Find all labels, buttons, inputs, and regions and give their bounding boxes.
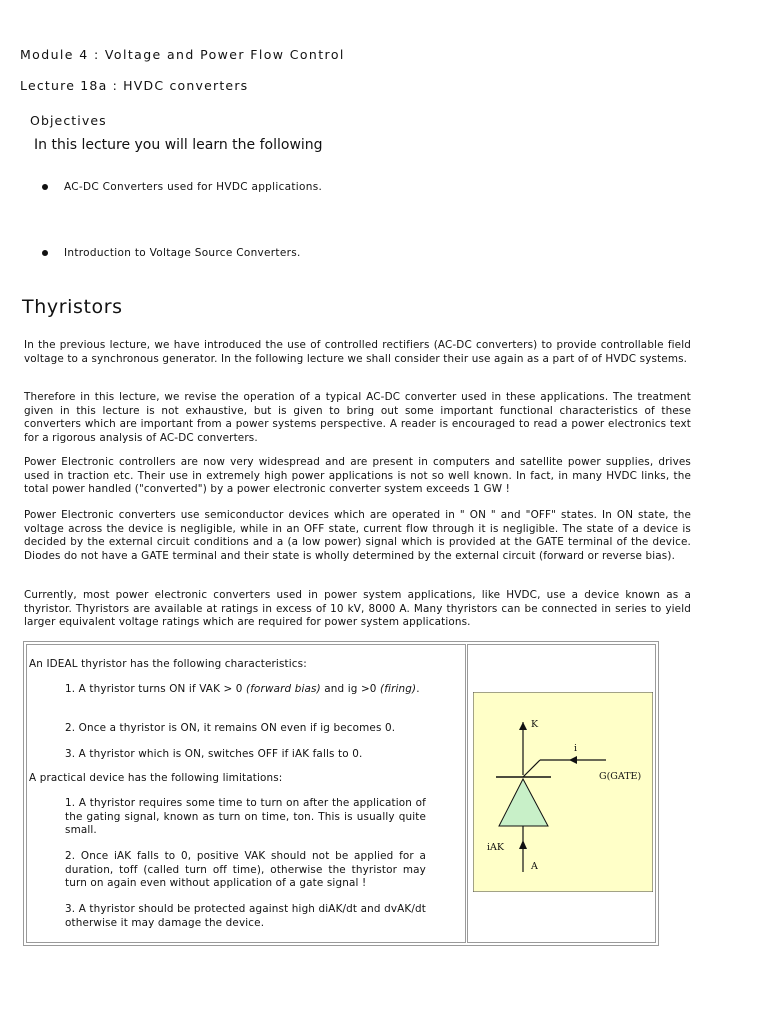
- label-i: i: [574, 743, 578, 754]
- section-heading: Thyristors: [22, 296, 123, 318]
- practical-item: 1. A thyristor requires some time to turn on after the application of the gating signal, known as turn on time, ton. This is usually quite small.: [65, 797, 426, 837]
- practical-heading: A practical device has the following limitations:: [29, 772, 283, 784]
- objective-item-text: AC-DC Converters used for HVDC applications.: [64, 181, 323, 193]
- paragraph: Therefore in this lecture, we revise the operation of a typical AC-DC converter used in these applications. The treatment given in this lecture is not exhaustive, but is given to bring out some important functional characteristics of these converters which are important from a power systems perspective. A reader is encouraged to read a power electronics text for a rigorous analysis of AC-DC converters.: [24, 391, 691, 444]
- label-iak: iAK: [487, 842, 504, 853]
- practical-item: 3. A thyristor should be protected against high diAK/dt and dvAK/dt otherwise it may damage the device.: [65, 903, 426, 929]
- lecture-title: Lecture 18a : HVDC converters: [20, 78, 249, 93]
- module-title: Module 4 : Voltage and Power Flow Control: [20, 47, 345, 62]
- objectives-intro: In this lecture you will learn the following: [34, 137, 323, 153]
- ideal-item: 2. Once a thyristor is ON, it remains ON even if ig becomes 0.: [65, 722, 396, 734]
- paragraph: Power Electronic controllers are now very widespread and are present in computers and satellite power supplies, drives used in traction etc. Their use in extremely high power applications is not so well known. In fact, in many HVDC links, the total power handled ("converted") by a power electronic converter system exceeds 1 GW !: [24, 456, 691, 496]
- ideal-item: 1. A thyristor turns ON if VAK > 0 (forward bias) and ig >0 (firing).: [65, 683, 420, 695]
- ideal-item: 3. A thyristor which is ON, switches OFF if iAK falls to 0.: [65, 748, 363, 760]
- bullet-icon: [42, 184, 48, 190]
- objective-item: [42, 181, 322, 193]
- paragraph: Currently, most power electronic converters used in power system applications, like HVDC, use a device known as a thyristor. Thyristors are available at ratings in excess of 10 kV, 8000 A. Many thyristors can be connected in series to yield larger equivalent voltage ratings which are required for power system applications.: [24, 589, 691, 629]
- ideal-heading: An IDEAL thyristor has the following characteristics:: [29, 658, 307, 670]
- objective-item-text: Introduction to Voltage Source Converters.: [64, 247, 301, 259]
- label-gate: G(GATE): [599, 771, 642, 782]
- paragraph: In the previous lecture, we have introduced the use of controlled rectifiers (AC-DC converters) to provide controllable field voltage to a synchronous generator. In the following lecture we shall consider their use again as a part of of HVDC systems.: [24, 339, 691, 365]
- thyristor-diagram: [473, 692, 653, 892]
- objective-item: [42, 247, 301, 259]
- diagram-background: [473, 692, 653, 892]
- objectives-heading: Objectives: [30, 113, 107, 128]
- paragraph: Power Electronic converters use semiconductor devices which are operated in " ON " and "OFF" states. In ON state, the voltage across the device is negligible, while in an OFF state, current flow through it is negligible. The state of a device is decided by the external circuit conditions and a (a low power) signal which is provided at the GATE terminal of the device. Diodes do not have a GATE terminal and their state is wholly determined by the external circuit (forward or reverse bias).: [24, 509, 691, 562]
- bullet-icon: [42, 250, 48, 256]
- label-a: A: [531, 861, 538, 872]
- practical-item: 2. Once iAK falls to 0, positive VAK should not be applied for a duration, toff (called turn off time), otherwise the thyristor may turn on again even without application of a gate signal !: [65, 850, 426, 890]
- label-k: K: [531, 719, 539, 730]
